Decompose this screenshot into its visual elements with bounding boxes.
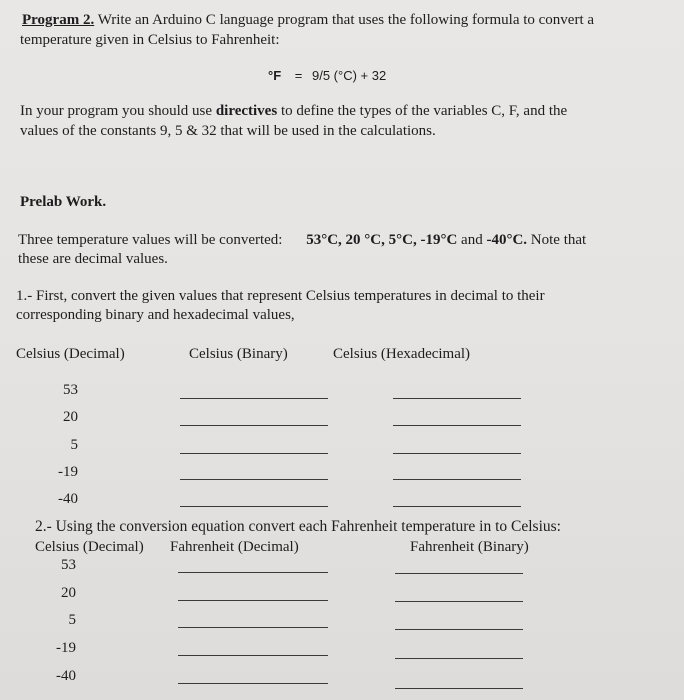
directives-line1	[20, 102, 567, 120]
part2-decimal-blank	[178, 627, 328, 628]
part1-hex-blank	[393, 425, 521, 426]
program-line2: temperature given in Celsius to Fahrenheit:	[20, 32, 280, 48]
formula-eq: =	[294, 68, 303, 83]
prelab-heading: Prelab Work.	[20, 194, 107, 210]
part1-hex-blank	[393, 506, 521, 507]
directives-line2: values of the constants 9, 5 & 32 that will be used in the calculations.	[20, 123, 436, 139]
part1-header-hex: Celsius (Hexadecimal)	[333, 346, 471, 362]
part2-decimal-blank	[178, 572, 328, 573]
part2-decimal-blank	[178, 655, 328, 656]
program-intro	[22, 11, 594, 29]
program-line1: Write an Arduino C language program that uses the following formula to convert a	[97, 12, 595, 28]
prelab-values: 53°C, 20 °C, 5°C, -19°C	[306, 232, 458, 248]
part1-binary-blank	[180, 506, 328, 507]
formula-lhs: °F	[268, 68, 282, 83]
part2-decimal-blank	[178, 600, 328, 601]
prelab-last-value: -40°C.	[486, 232, 528, 248]
part1-hex-blank	[393, 398, 521, 399]
prelab-line1-post: Note that	[527, 232, 587, 248]
part2-line1: 2.- Using the conversion equation convert each Fahrenheit temperature in to Celsius:	[35, 518, 561, 535]
program-title: Program 2.	[22, 12, 95, 28]
directives-line1-post: to define the types of the variables C, F, and the	[277, 103, 568, 119]
part1-binary-blank	[180, 425, 328, 426]
part2-row-value: -40	[56, 668, 76, 684]
prelab-and: and	[457, 232, 487, 248]
formula-rhs: 9/5 (°C) + 32	[311, 68, 387, 83]
part2-binary-blank	[395, 601, 523, 602]
part1-row-value: -19	[58, 464, 78, 480]
formula	[268, 67, 386, 85]
part2-binary-blank	[395, 688, 523, 689]
part1-row-value: -40	[58, 491, 78, 507]
part2-row-value: 5	[68, 612, 76, 628]
part2-row-value: -19	[56, 640, 76, 656]
part1-row-value: 53	[63, 382, 78, 398]
part2-row-value: 53	[61, 557, 76, 573]
directives-line1-pre: In your program you should use	[20, 103, 216, 119]
part1-binary-blank	[180, 453, 328, 454]
part1-hex-blank	[393, 453, 521, 454]
part1-binary-blank	[180, 398, 328, 399]
part1-hex-blank	[393, 479, 521, 480]
part1-header-binary: Celsius (Binary)	[189, 346, 288, 362]
prelab-line1-pre: Three temperature values will be converted:	[18, 232, 283, 248]
part2-binary-blank	[395, 573, 523, 574]
part2-header-fahrenheit-decimal: Fahrenheit (Decimal)	[170, 539, 299, 555]
part1-row-value: 20	[63, 409, 78, 425]
part1-line1: 1.- First, convert the given values that represent Celsius temperatures in decimal to their	[16, 288, 545, 304]
part1-line2: corresponding binary and hexadecimal values,	[16, 307, 295, 323]
part1-row-value: 5	[70, 437, 78, 453]
prelab-line2: these are decimal values.	[18, 251, 168, 267]
part2-header-celsius: Celsius (Decimal)	[35, 539, 144, 555]
part2-binary-blank	[395, 629, 523, 630]
part2-decimal-blank	[178, 683, 328, 684]
part1-binary-blank	[180, 479, 328, 480]
part2-header-fahrenheit-binary: Fahrenheit (Binary)	[410, 539, 529, 555]
part2-binary-blank	[395, 658, 523, 659]
directives-keyword: directives	[215, 103, 278, 119]
prelab-line1	[18, 231, 586, 249]
part1-header-decimal: Celsius (Decimal)	[16, 346, 125, 362]
part2-row-value: 20	[61, 585, 76, 601]
